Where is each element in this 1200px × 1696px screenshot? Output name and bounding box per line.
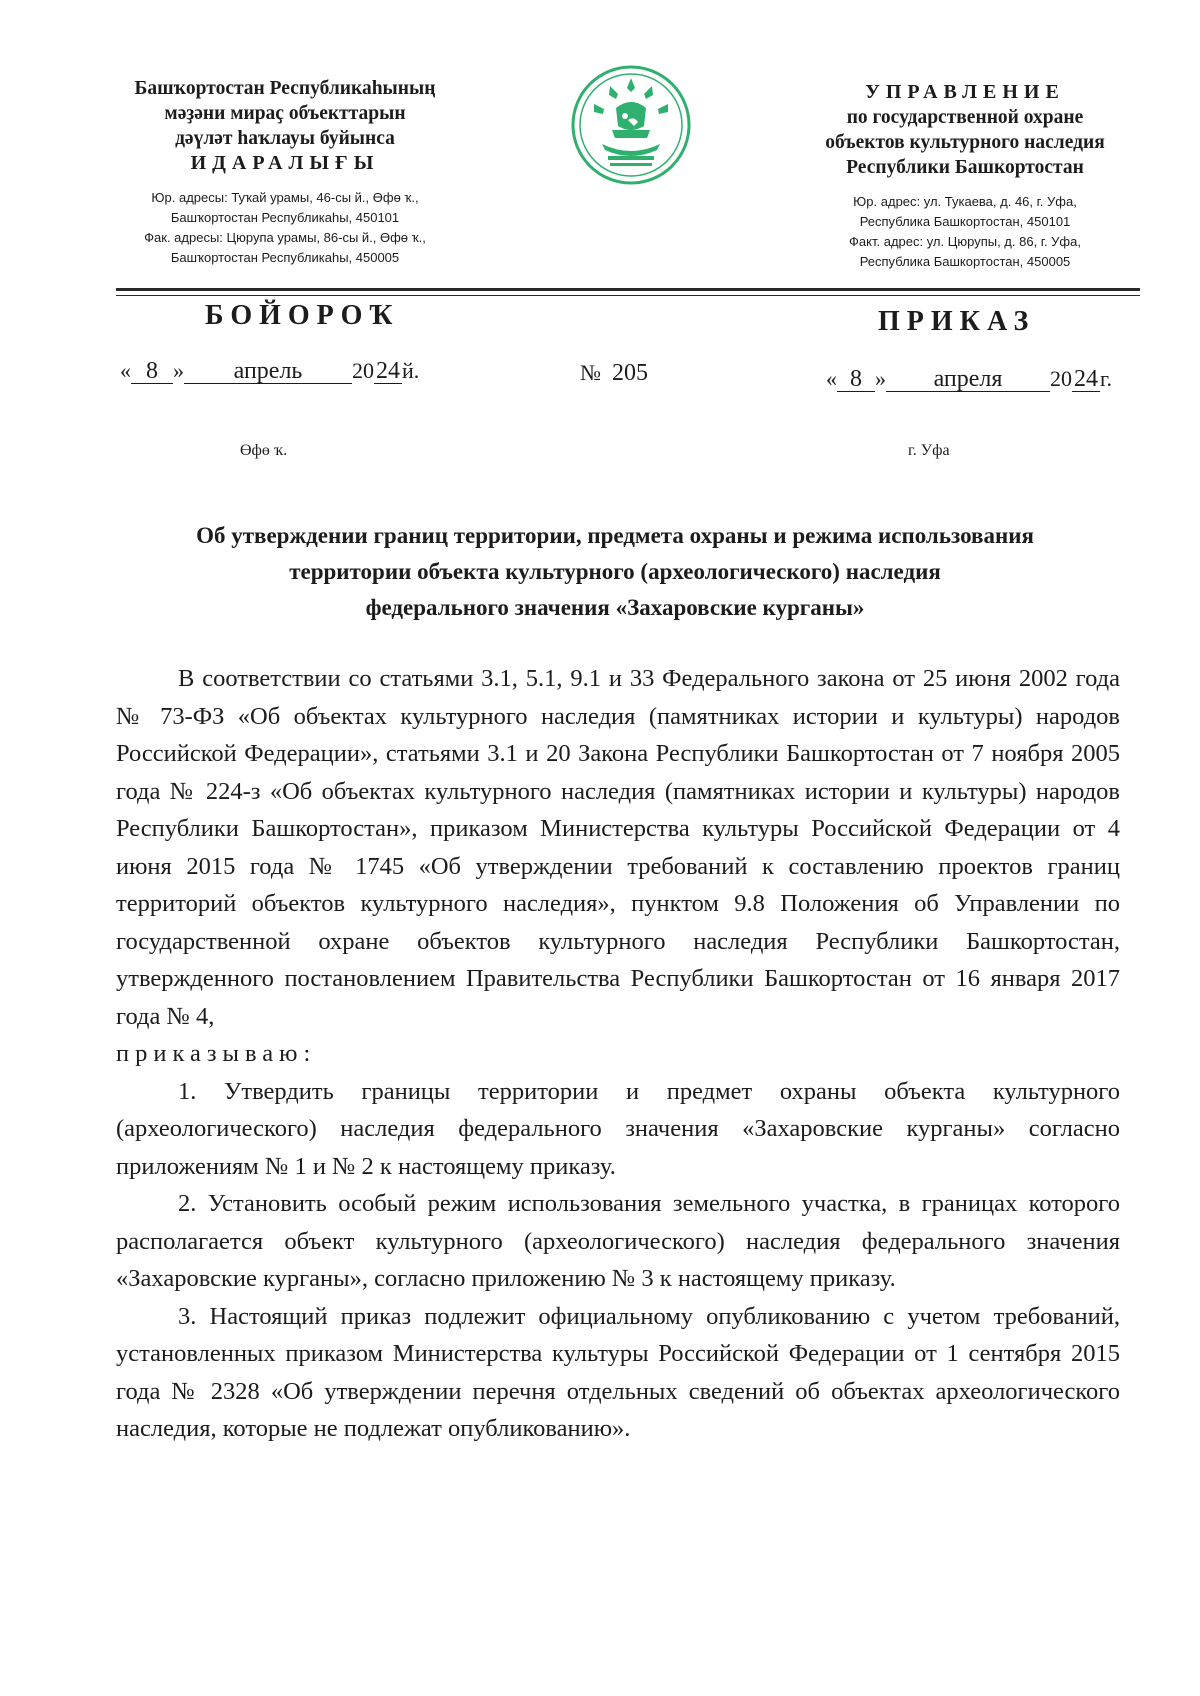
order-item: 2. Установить особый режим использования земельного участка, в границах которого располагается объект культурного (археологического) наследия федерального значения «Захаровские курганы», согласно приложению № 3 к настоящему приказу. bbox=[116, 1190, 1120, 1292]
header-left-block bbox=[95, 76, 475, 268]
document-type-left: БОЙОРОҠ bbox=[205, 300, 400, 331]
order-item: 1. Утвердить границы территории и предмет охраны объекта культурного (археологического) наследия федерального значения «Захаровские курганы» согласно приложениям № 1 и № 2 к настоящему приказу. bbox=[116, 1077, 1120, 1180]
header-left-org-word: ИДАРАЛЫҒЫ bbox=[190, 152, 380, 174]
place-left: Өфө ҡ. bbox=[240, 442, 288, 459]
header-left-address-line: Башҡортостан Республикаһы, 450101 bbox=[170, 210, 400, 225]
order-number bbox=[580, 360, 648, 387]
place-right: г. Уфа bbox=[908, 442, 950, 459]
header-left-title-line: дәүләт һаҡлауы буйынса bbox=[175, 128, 395, 149]
header-divider-thin bbox=[116, 295, 1140, 296]
header-left-title-line: мәҙәни мираҫ объекттарын bbox=[164, 103, 406, 124]
header-divider bbox=[116, 288, 1140, 291]
document-title-line: территории объекта культурного (археологического) наследия bbox=[289, 559, 941, 584]
document-title bbox=[110, 518, 1120, 626]
number-sign: № bbox=[580, 360, 601, 385]
coat-of-arms-icon bbox=[570, 64, 692, 186]
header-right-address-line: Республика Башкортостан, 450101 bbox=[859, 214, 1071, 229]
header-right-title-line: по государственной охране bbox=[846, 107, 1084, 128]
order-word: приказываю: bbox=[116, 1040, 317, 1067]
date-left-year: 24 bbox=[376, 358, 400, 384]
date-left-month: апрель bbox=[184, 359, 352, 384]
header-right-address-line: Республика Башкортостан, 450005 bbox=[859, 254, 1071, 269]
header-left-address-line: Фак. адресы: Цюрупа урамы, 86-сы й., Өфө ҡ., bbox=[144, 230, 426, 245]
header-right-title-line: Республики Башкортостан bbox=[846, 157, 1084, 178]
date-left bbox=[120, 358, 419, 384]
header-left-address-line: Юр. адресы: Туҡай урамы, 46-сы й., Өфө ҡ., bbox=[151, 190, 419, 205]
quote-close: » bbox=[875, 366, 886, 391]
date-left-day: 8 bbox=[131, 359, 173, 384]
order-number-value: 205 bbox=[612, 360, 648, 386]
date-right-month: апреля bbox=[886, 367, 1050, 392]
quote-open: « bbox=[120, 358, 131, 383]
quote-close: » bbox=[173, 358, 184, 383]
document-type-right: ПРИКАЗ bbox=[878, 306, 1036, 337]
date-right-day: 8 bbox=[837, 367, 875, 392]
date-right bbox=[826, 366, 1112, 392]
quote-open: « bbox=[826, 366, 837, 391]
document-title-line: федерального значения «Захаровские курганы» bbox=[365, 595, 865, 620]
year-prefix: 20 bbox=[352, 358, 374, 383]
document-body bbox=[116, 660, 1120, 1448]
header-left-address-line: Башҡортостан Республикаһы, 450005 bbox=[170, 250, 400, 265]
preamble-paragraph: В соответствии со статьями 3.1, 5.1, 9.1 и 33 Федерального закона от 25 июня 2002 года № 73-ФЗ «Об объектах культурного наследия (памятниках истории и культуры) народов Российской Федерации», статьями 3.1 и 20 Закона Республики Башкортостан от 7 ноября 2005 года № 224-з «Об объектах культурного наследия (памятниках истории и культуры) народов Республики Башкортостан», приказом Министерства культуры Российской Федерации от 4 июня 2015 года № 1745 «Об утверждении требований к составлению проектов границ территорий объектов культурного наследия», пунктом 9.8 Положения об Управлении по государственной охране объектов культурного наследия Республики Башкортостан, утвержденного постановлением Правительства Республики Башкортостан от 16 января 2017 года № 4, bbox=[116, 665, 1120, 1030]
header-right-address-line: Юр. адрес: ул. Тукаева, д. 46, г. Уфа, bbox=[853, 194, 1077, 209]
year-prefix: 20 bbox=[1050, 366, 1072, 391]
header-right-address-line: Факт. адрес: ул. Цюрупы, д. 86, г. Уфа, bbox=[849, 234, 1081, 249]
date-right-year: 24 bbox=[1074, 366, 1098, 392]
header-left-address bbox=[95, 188, 475, 268]
document-title-line: Об утверждении границ территории, предмета охраны и режима использования bbox=[196, 523, 1034, 548]
header-right-title-line: объектов культурного наследия bbox=[825, 132, 1105, 153]
header-right-org-word: УПРАВЛЕНИЕ bbox=[865, 81, 1065, 103]
header-right-block bbox=[780, 80, 1150, 272]
year-mark-left: й. bbox=[402, 358, 420, 383]
header-left-title-line: Башҡортостан Республикаһының bbox=[134, 78, 436, 99]
year-mark-right: г. bbox=[1100, 366, 1113, 391]
order-item: 3. Настоящий приказ подлежит официальному опубликованию с учетом требований, установленных приказом Министерства культуры Российской Федерации от 1 сентября 2015 года № 2328 «Об утверждении перечня отдельных сведений об объектах археологического наследия, которые не подлежат опубликованию». bbox=[116, 1302, 1120, 1442]
header-right-address bbox=[780, 192, 1150, 272]
